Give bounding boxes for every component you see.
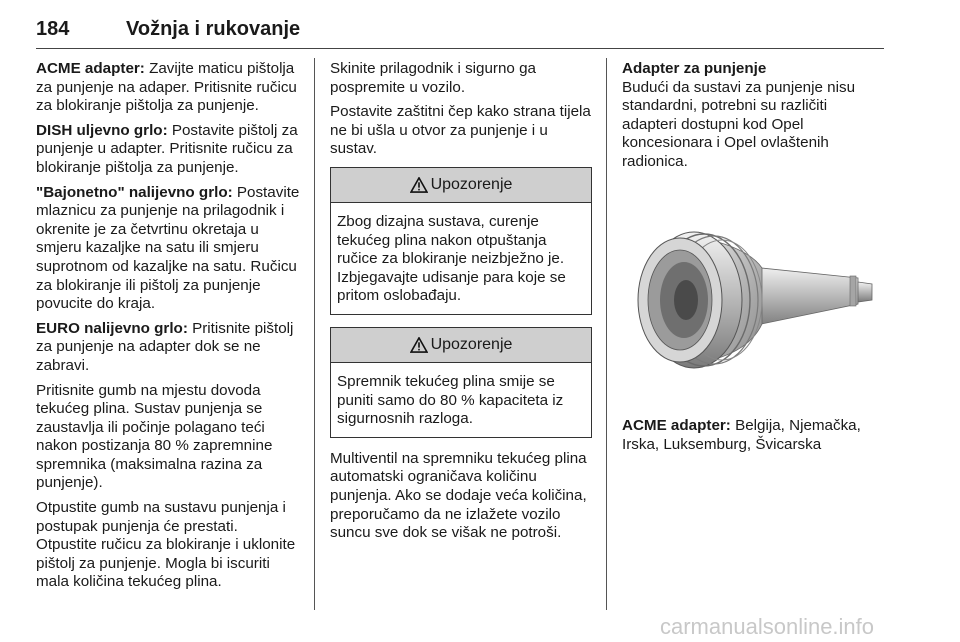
page-header: [36, 8, 884, 50]
warning-title: Upozorenje: [430, 175, 513, 193]
header-divider: [36, 48, 884, 49]
column-divider-1: [314, 58, 315, 610]
paragraph-protective-cap: Postavite zaštitni čep kako strana tijela ne bi ušla u otvor za punjenje i u sustav.: [330, 103, 591, 158]
paragraph-press-button: Pritisnite gumb na mjestu dovoda tekućeg plina. Sustav punjenja se zaustavlja ili počinje polagano teći nakon postizanja 80 % zapremnine spremnika (maksimalna razina za punjenje).: [36, 381, 273, 492]
warning-triangle-icon: [410, 337, 428, 353]
paragraph-multivalve: Multiventil na spremniku tekućeg plina automatski ograničava količinu punjenja. Ako se dodaje veća količina, preporučamo da ne izlažete vozilo suncu sve dok se višak ne potroši.: [330, 449, 587, 542]
paragraph-release-button: Otpustite gumb na sustavu punjenja i postupak punjenja će prestati. Otpustite ručicu za blokiranje i uklonite pištolj za punjenje. Mogla bi iscuriti mala količina tekućeg plina.: [36, 499, 296, 591]
column-2: [330, 60, 592, 549]
figure-caption: ACME adapter: Belgija, Njemačka, Irska, Luksemburg, Švicarska: [622, 417, 861, 453]
warning-box-1: [330, 167, 592, 315]
paragraph-adapter-info: Budući da sustavi za punjenje nisu standardni, potrebni su različiti adapteri dostupni kod Opel koncesionara i Opel ovlaštenih radionica.: [622, 78, 856, 170]
section-title: Vožnja i rukovanje: [126, 18, 301, 40]
paragraph-euro: EURO nalijevno grlo: Pritisnite pištolj za punjenje na adapter dok se ne zabravi.: [36, 319, 294, 374]
warning-header: [331, 328, 591, 363]
warning-box-2: [330, 327, 592, 438]
warning-triangle-icon: [410, 177, 428, 193]
page-number: 184: [36, 18, 70, 40]
subheading-adapter: Adapter za punjenje: [622, 60, 767, 77]
column-1: [36, 60, 300, 598]
column-3: [622, 60, 884, 460]
warning-text: Spremnik tekućeg plina smije se puniti samo do 80 % kapaciteta iz sigurnosnih razloga.: [337, 372, 564, 428]
paragraph-bayonet: "Bajonetno" nalijevno grlo: Postavite mlaznicu za punjenje na prilagodnik i okrenite je za četvrtinu okretaja u smjeru kazaljke na satu ili smjeru suprotnom od kazaljke na satu. Ručicu za blokiranje ili pištolj za punjenje povucite do kraja.: [36, 183, 300, 313]
warning-header: [331, 168, 591, 203]
warning-title: Upozorenje: [430, 335, 513, 353]
paragraph-remove-adapter: Skinite prilagodnik i sigurno ga pospremite u vozilo.: [330, 60, 536, 96]
column-divider-2: [606, 58, 607, 610]
warning-text: Zbog dizajna sustava, curenje tekućeg plina nakon otpuštanja ručice za blokiranje neizbježno je. Izbjegavajte udisanje para koje se pritom oslobađaju.: [337, 212, 566, 305]
acme-adapter-illustration: [622, 186, 884, 400]
footer-watermark: carmanualsonline.info: [660, 614, 875, 639]
paragraph-dish: DISH uljevno grlo: Postavite pištolj za punjenje u adapter. Pritisnite ručicu za blokiranje pištolja za punjenje.: [36, 121, 298, 176]
paragraph-acme: ACME adapter: Zavijte maticu pištolja za punjenje na adaper. Pritisnite ručicu za blokiranje pištolja za punjenje.: [36, 60, 297, 115]
